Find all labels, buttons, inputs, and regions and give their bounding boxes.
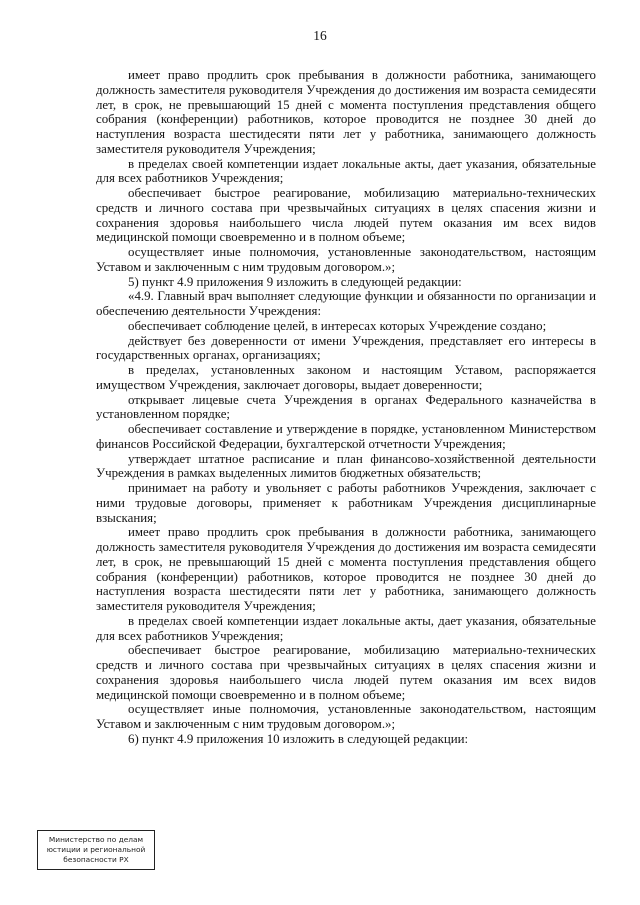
- stamp-line: юстиции и региональной: [46, 845, 146, 854]
- paragraph: обеспечивает быстрое реагирование, мобилизацию материально-технических средств и личного состава при чрезвычайных ситуациях в целях спасения жизни и сохранения здоровья наибольшего числа людей путем оказания им всех видов медицинской помощи своевременно и в полном объеме;: [96, 186, 596, 245]
- paragraph: осуществляет иные полномочия, установленные законодательством, настоящим Уставом и заключенным с ним трудовым договором.»;: [96, 702, 596, 731]
- paragraph: обеспечивает быстрое реагирование, мобилизацию материально-технических средств и личного состава при чрезвычайных ситуациях в целях спасения жизни и сохранения здоровья наибольшего числа людей путем оказания им всех видов медицинской помощи своевременно и в полном объеме;: [96, 643, 596, 702]
- page-number: 16: [313, 28, 327, 43]
- stamp-line: безопасности РХ: [63, 855, 129, 864]
- paragraph: обеспечивает составление и утверждение в порядке, установленном Министерством финансов Российской Федерации, бухгалтерской отчетности Учреждения;: [96, 422, 596, 451]
- paragraph: в пределах своей компетенции издает локальные акты, дает указания, обязательные для всех работников Учреждения;: [96, 156, 596, 186]
- document-body: [96, 68, 596, 747]
- paragraph: «4.9. Главный врач выполняет следующие функции и обязанности по организации и обеспечению деятельности Учреждения:: [96, 289, 596, 318]
- paragraph: осуществляет иные полномочия, установленные законодательством, настоящим Уставом и заключенным с ним трудовым договором.»;: [96, 245, 596, 274]
- paragraph: принимает на работу и увольняет с работы работников Учреждения, заключает с ними трудовые договоры, применяет к работникам Учреждения дисциплинарные взыскания;: [96, 481, 596, 525]
- paragraph: имеет право продлить срок пребывания в должности работника, занимающего должность заместителя руководителя Учреждения до достижения им возраста семидесяти лет, в срок, не превышающий 15 дней с момента поступления представления общего собрания (конференции) работников, которое проводится не позднее 30 дней до наступления возраста шестидесяти пяти лет у работника, занимающего должность заместителя руководителя Учреждения;: [96, 525, 596, 613]
- paragraph: утверждает штатное расписание и план финансово-хозяйственной деятельности Учреждения в рамках выделенных лимитов бюджетных обязательств;: [96, 451, 596, 481]
- paragraph: в пределах, установленных законом и настоящим Уставом, распоряжается имуществом Учреждения, заключает договоры, выдает доверенности;: [96, 363, 596, 392]
- paragraph: имеет право продлить срок пребывания в должности работника, занимающего должность заместителя руководителя Учреждения до достижения им возраста семидесяти лет, в срок, не превышающий 15 дней с момента поступления представления общего собрания (конференции) работников, которое проводится не позднее 30 дней до наступления возраста шестидесяти пяти лет у работника, занимающего должность заместителя руководителя Учреждения;: [96, 68, 596, 156]
- stamp-line: Министерство по делам: [48, 835, 144, 844]
- paragraph: 6) пункт 4.9 приложения 10 изложить в следующей редакции:: [128, 731, 469, 746]
- paragraph: открывает лицевые счета Учреждения в органах Федерального казначейства в установленном порядке;: [96, 392, 596, 422]
- registration-stamp: [37, 830, 155, 870]
- paragraph: обеспечивает соблюдение целей, в интересах которых Учреждение создано;: [128, 318, 547, 333]
- paragraph: действует без доверенности от имени Учреждения, представляет его интересы в государственных органах, организациях;: [96, 333, 596, 363]
- paragraph: 5) пункт 4.9 приложения 9 изложить в следующей редакции:: [128, 274, 462, 289]
- paragraph: в пределах своей компетенции издает локальные акты, дает указания, обязательные для всех работников Учреждения;: [96, 613, 596, 643]
